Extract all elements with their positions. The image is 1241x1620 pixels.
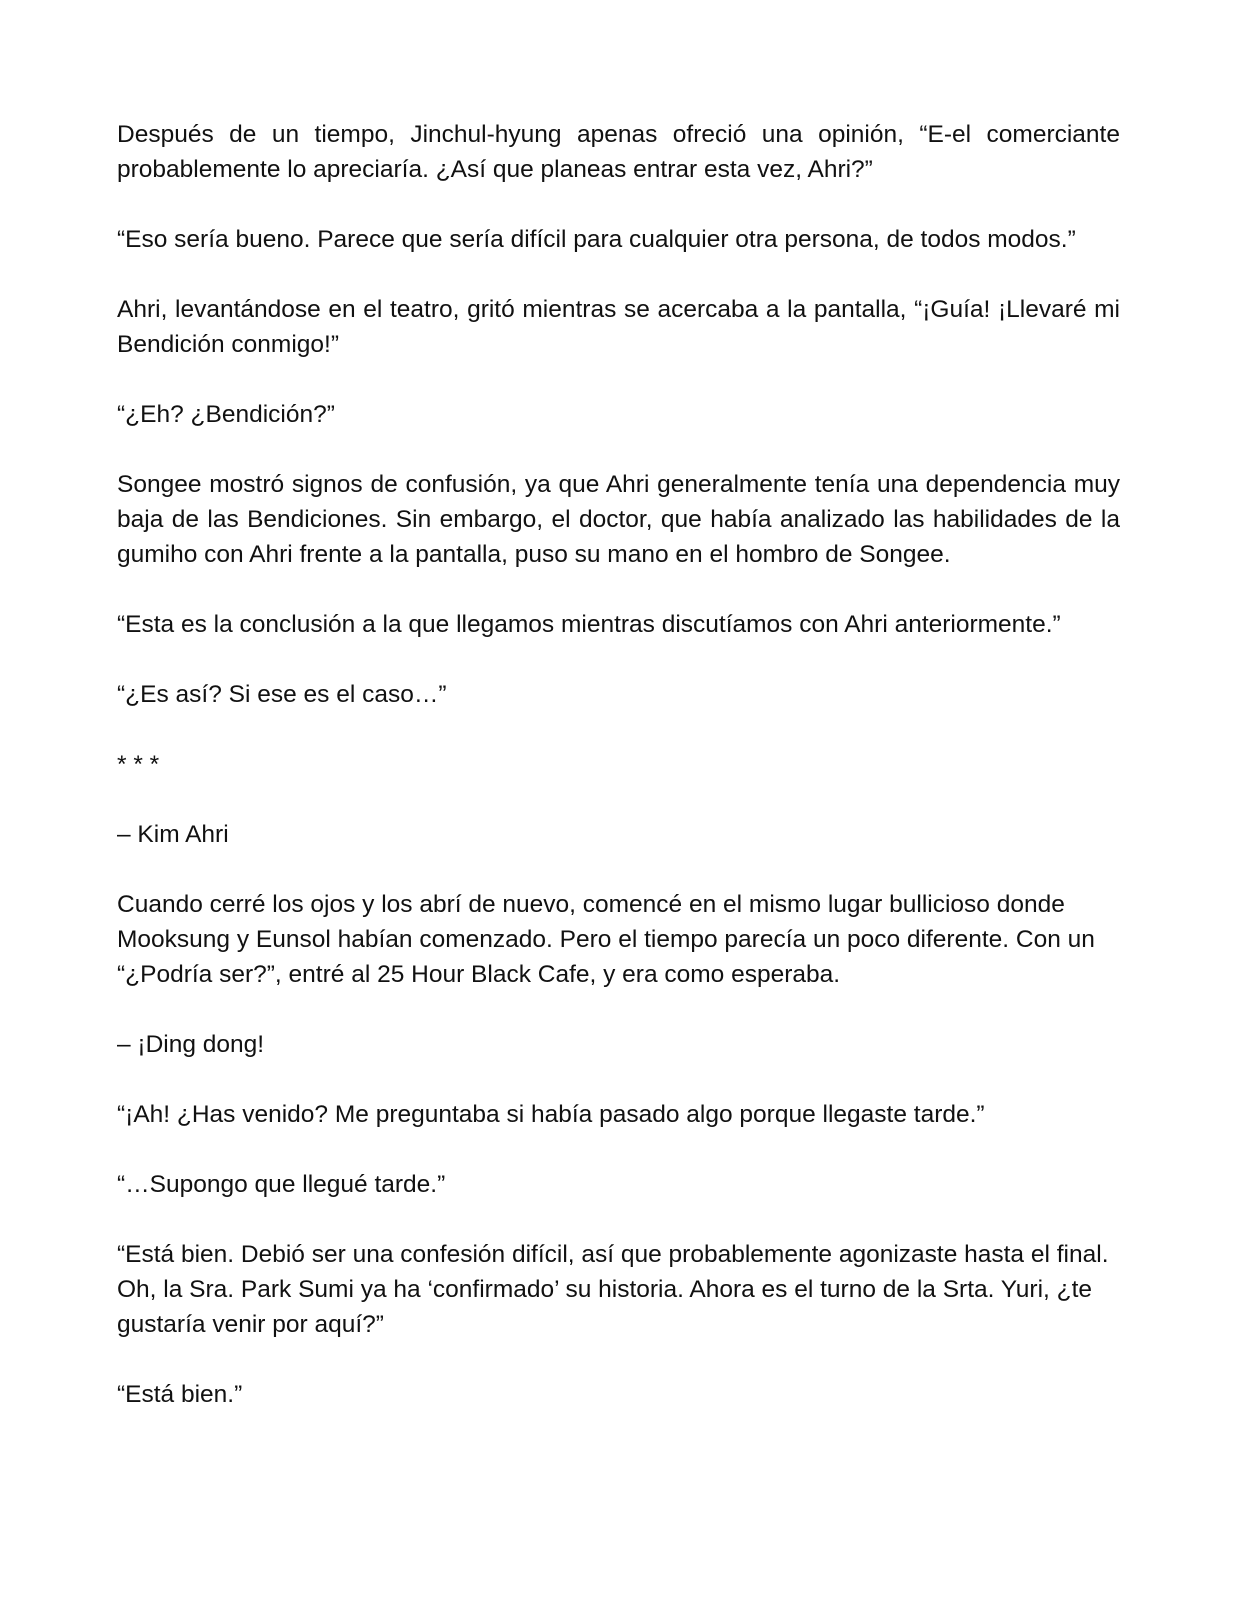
paragraph: “¿Es así? Si ese es el caso…” — [117, 681, 447, 708]
paragraph: – Kim Ahri — [117, 821, 229, 848]
scene-break: * * * — [117, 751, 160, 778]
paragraph: “¡Ah! ¿Has venido? Me preguntaba si había pasado algo porque llegaste tarde.” — [117, 1101, 985, 1128]
paragraph: “Está bien.” — [117, 1381, 243, 1408]
paragraph: “Eso sería bueno. Parece que sería difícil para cualquier otra persona, de todos modos.” — [117, 226, 1076, 253]
paragraph: “…Supongo que llegué tarde.” — [117, 1171, 446, 1198]
document-body — [117, 117, 1120, 1447]
paragraph: “Esta es la conclusión a la que llegamos mientras discutíamos con Ahri anteriormente.” — [117, 611, 1061, 638]
paragraph: Songee mostró signos de confusión, ya que Ahri generalmente tenía una dependencia muy baja de las Bendiciones. Sin embargo, el doctor, que había analizado las habilidades de la gumiho con Ahri frente a la pantalla, puso su mano en el hombro de Songee. — [117, 471, 1120, 568]
paragraph: “¿Eh? ¿Bendición?” — [117, 401, 335, 428]
paragraph: “Está bien. Debió ser una confesión difícil, así que probablemente agonizaste hasta el final. Oh, la Sra. Park Sumi ya ha ‘confirmado’ su historia. Ahora es el turno de la Srta. Yuri, ¿te gustaría venir por aquí?” — [117, 1241, 1109, 1338]
paragraph: Ahri, levantándose en el teatro, gritó mientras se acercaba a la pantalla, “¡Guía! ¡Llevaré mi Bendición conmigo!” — [117, 296, 1120, 358]
paragraph: Cuando cerré los ojos y los abrí de nuevo, comencé en el mismo lugar bullicioso donde Mooksung y Eunsol habían comenzado. Pero el tiempo parecía un poco diferente. Con un “¿Podría ser?”, entré al 25 Hour Black Cafe, y era como esperaba. — [117, 891, 1095, 988]
paragraph: Después de un tiempo, Jinchul-hyung apenas ofreció una opinión, “E-el comerciante probablemente lo apreciaría. ¿Así que planeas entrar esta vez, Ahri?” — [117, 121, 1120, 183]
paragraph: – ¡Ding dong! — [117, 1031, 265, 1058]
